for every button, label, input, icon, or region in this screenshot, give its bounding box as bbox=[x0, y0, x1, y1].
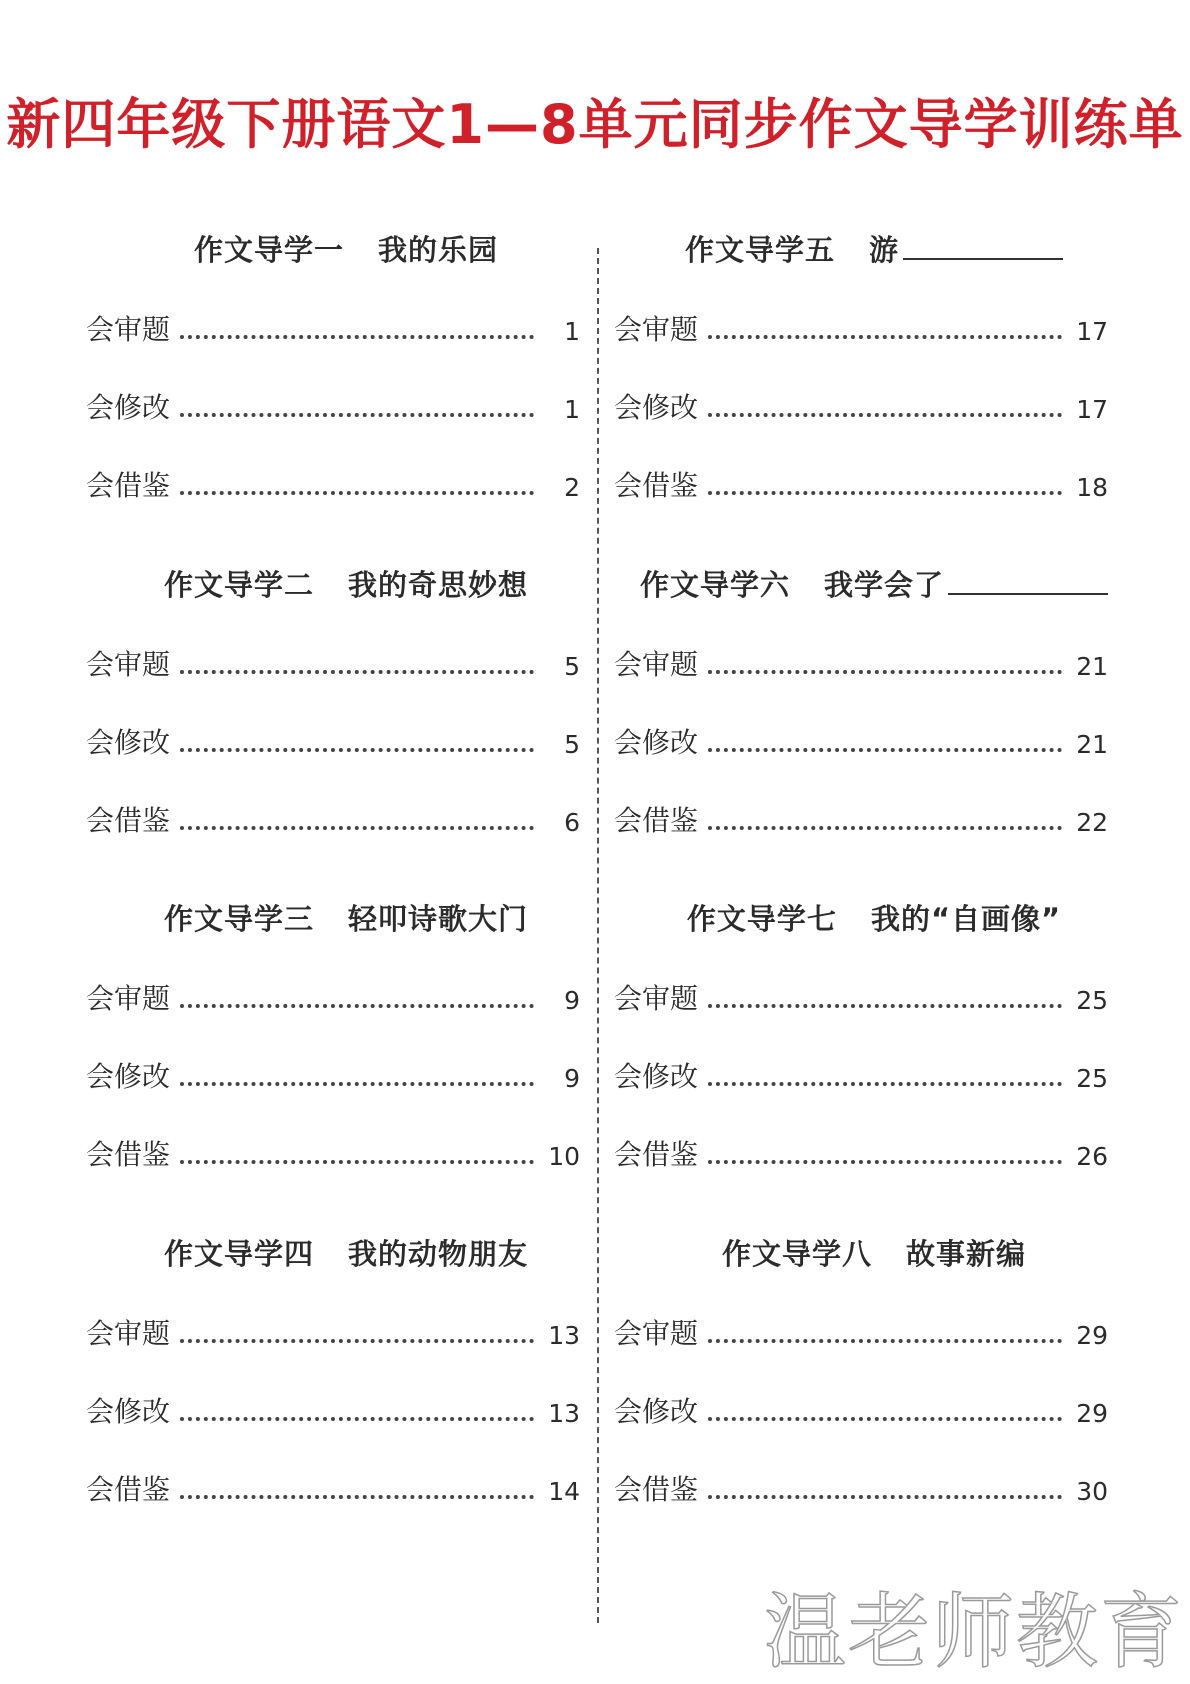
entry-label: 会修改 bbox=[86, 726, 171, 759]
entry-label: 会审题 bbox=[86, 313, 171, 346]
toc-entry[interactable] bbox=[614, 1312, 1108, 1352]
dot-leader bbox=[180, 413, 534, 417]
section-topic: 我学会了 bbox=[824, 568, 945, 602]
entry-page: 9 bbox=[564, 986, 580, 1015]
entry-label: 会修改 bbox=[86, 1395, 171, 1428]
dot-leader bbox=[180, 1417, 534, 1421]
section-title bbox=[86, 563, 606, 604]
entry-label: 会审题 bbox=[614, 1317, 699, 1350]
entry-label: 会修改 bbox=[614, 726, 699, 759]
entry-label: 会审题 bbox=[86, 1317, 171, 1350]
toc-entry[interactable] bbox=[86, 643, 580, 683]
toc-entry[interactable] bbox=[86, 799, 580, 839]
section-topic: 故事新编 bbox=[906, 1237, 1027, 1271]
entry-page: 17 bbox=[1076, 395, 1108, 424]
entry-page: 5 bbox=[564, 730, 580, 759]
entry-label: 会借鉴 bbox=[86, 469, 171, 502]
entry-page: 26 bbox=[1076, 1142, 1108, 1171]
entry-page: 14 bbox=[548, 1477, 580, 1506]
section-heading: 作文导学一 bbox=[193, 233, 344, 267]
toc-entry[interactable] bbox=[86, 1468, 580, 1508]
dot-leader bbox=[180, 748, 534, 752]
section-6 bbox=[614, 563, 1134, 923]
dot-leader bbox=[180, 826, 534, 830]
toc-entry[interactable] bbox=[614, 977, 1108, 1017]
watermark-text: 温老师教育 bbox=[763, 1585, 1184, 1680]
section-4 bbox=[86, 1232, 606, 1592]
entry-page: 18 bbox=[1076, 473, 1108, 502]
dot-leader bbox=[180, 1082, 534, 1086]
entry-page: 17 bbox=[1076, 317, 1108, 346]
section-topic: 我的动物朋友 bbox=[348, 1237, 529, 1271]
dot-leader bbox=[180, 491, 534, 495]
entry-label: 会借鉴 bbox=[86, 1473, 171, 1506]
toc-entry[interactable] bbox=[614, 643, 1108, 683]
section-title bbox=[86, 1232, 606, 1273]
entry-page: 21 bbox=[1076, 652, 1108, 681]
toc-entry[interactable] bbox=[614, 721, 1108, 761]
dot-leader bbox=[180, 1339, 534, 1343]
dot-leader bbox=[708, 413, 1062, 417]
section-8 bbox=[614, 1232, 1134, 1592]
entry-page: 13 bbox=[548, 1399, 580, 1428]
toc-entry[interactable] bbox=[86, 1312, 580, 1352]
entry-page: 13 bbox=[548, 1321, 580, 1350]
entry-label: 会审题 bbox=[86, 648, 171, 681]
dot-leader bbox=[708, 1417, 1062, 1421]
section-heading: 作文导学四 bbox=[163, 1237, 314, 1271]
entry-label: 会审题 bbox=[614, 982, 699, 1015]
dot-leader bbox=[708, 1004, 1062, 1008]
dot-leader bbox=[708, 1495, 1062, 1499]
toc-entry[interactable] bbox=[614, 386, 1108, 426]
section-title bbox=[614, 228, 1134, 269]
entry-page: 1 bbox=[564, 317, 580, 346]
entry-page: 25 bbox=[1076, 986, 1108, 1015]
section-heading: 作文导学八 bbox=[721, 1237, 872, 1271]
entry-label: 会审题 bbox=[614, 313, 699, 346]
section-title bbox=[86, 228, 606, 269]
dot-leader bbox=[708, 670, 1062, 674]
section-title bbox=[614, 563, 1134, 604]
dot-leader bbox=[708, 335, 1062, 339]
toc-entry[interactable] bbox=[86, 1055, 580, 1095]
section-2 bbox=[86, 563, 606, 923]
entry-label: 会修改 bbox=[86, 391, 171, 424]
toc-entry[interactable] bbox=[614, 308, 1108, 348]
dot-leader bbox=[708, 1339, 1062, 1343]
entry-label: 会借鉴 bbox=[614, 804, 699, 837]
entry-label: 会借鉴 bbox=[86, 804, 171, 837]
entry-label: 会修改 bbox=[614, 391, 699, 424]
section-topic: 我的“自画像” bbox=[870, 902, 1062, 936]
dot-leader bbox=[708, 1160, 1062, 1164]
entry-page: 5 bbox=[564, 652, 580, 681]
entry-label: 会借鉴 bbox=[614, 469, 699, 502]
section-1 bbox=[86, 228, 606, 588]
toc-entry[interactable] bbox=[614, 1468, 1108, 1508]
toc-entry[interactable] bbox=[614, 1390, 1108, 1430]
section-heading: 作文导学七 bbox=[686, 902, 837, 936]
section-title bbox=[86, 897, 606, 938]
dot-leader bbox=[708, 748, 1062, 752]
toc-entry[interactable] bbox=[86, 977, 580, 1017]
entry-label: 会修改 bbox=[86, 1060, 171, 1093]
dot-leader bbox=[180, 335, 534, 339]
dot-leader bbox=[180, 1160, 534, 1164]
entry-page: 9 bbox=[564, 1064, 580, 1093]
dot-leader bbox=[708, 826, 1062, 830]
dot-leader bbox=[708, 491, 1062, 495]
entry-page: 30 bbox=[1076, 1477, 1108, 1506]
section-topic: 游 bbox=[869, 233, 900, 267]
entry-label: 会审题 bbox=[614, 648, 699, 681]
toc-entry[interactable] bbox=[86, 308, 580, 348]
toc-entry[interactable] bbox=[614, 1133, 1108, 1173]
entry-page: 29 bbox=[1076, 1321, 1108, 1350]
fill-in-blank-line bbox=[903, 232, 1063, 260]
entry-page: 29 bbox=[1076, 1399, 1108, 1428]
entry-label: 会修改 bbox=[614, 1060, 699, 1093]
toc-entry[interactable] bbox=[86, 464, 580, 504]
section-title bbox=[614, 897, 1134, 938]
dot-leader bbox=[708, 1082, 1062, 1086]
entry-label: 会借鉴 bbox=[614, 1138, 699, 1171]
fill-in-blank-line bbox=[948, 567, 1108, 595]
entry-page: 25 bbox=[1076, 1064, 1108, 1093]
toc-entry[interactable] bbox=[86, 721, 580, 761]
toc-entry[interactable] bbox=[86, 386, 580, 426]
dot-leader bbox=[180, 1495, 534, 1499]
dot-leader bbox=[180, 670, 534, 674]
entry-label: 会借鉴 bbox=[614, 1473, 699, 1506]
toc-entry[interactable] bbox=[614, 799, 1108, 839]
entry-page: 22 bbox=[1076, 808, 1108, 837]
section-7 bbox=[614, 897, 1134, 1257]
section-heading: 作文导学六 bbox=[639, 568, 790, 602]
entry-label: 会审题 bbox=[86, 982, 171, 1015]
entry-page: 21 bbox=[1076, 730, 1108, 759]
entry-page: 10 bbox=[548, 1142, 580, 1171]
entry-page: 1 bbox=[564, 395, 580, 424]
toc-entry[interactable] bbox=[86, 1133, 580, 1173]
toc-entry[interactable] bbox=[614, 464, 1108, 504]
entry-page: 6 bbox=[564, 808, 580, 837]
entry-label: 会借鉴 bbox=[86, 1138, 171, 1171]
entry-label: 会修改 bbox=[614, 1395, 699, 1428]
toc-entry[interactable] bbox=[86, 1390, 580, 1430]
section-title bbox=[614, 1232, 1134, 1273]
entry-page: 2 bbox=[564, 473, 580, 502]
section-5 bbox=[614, 228, 1134, 588]
dot-leader bbox=[180, 1004, 534, 1008]
page-title: 新四年级下册语文1—8单元同步作文导学训练单 bbox=[6, 93, 1184, 156]
section-heading: 作文导学二 bbox=[163, 568, 314, 602]
section-3 bbox=[86, 897, 606, 1257]
section-topic: 轻叩诗歌大门 bbox=[348, 902, 529, 936]
section-topic: 我的奇思妙想 bbox=[348, 568, 529, 602]
section-heading: 作文导学五 bbox=[684, 233, 835, 267]
section-topic: 我的乐园 bbox=[378, 233, 499, 267]
toc-entry[interactable] bbox=[614, 1055, 1108, 1095]
section-heading: 作文导学三 bbox=[163, 902, 314, 936]
